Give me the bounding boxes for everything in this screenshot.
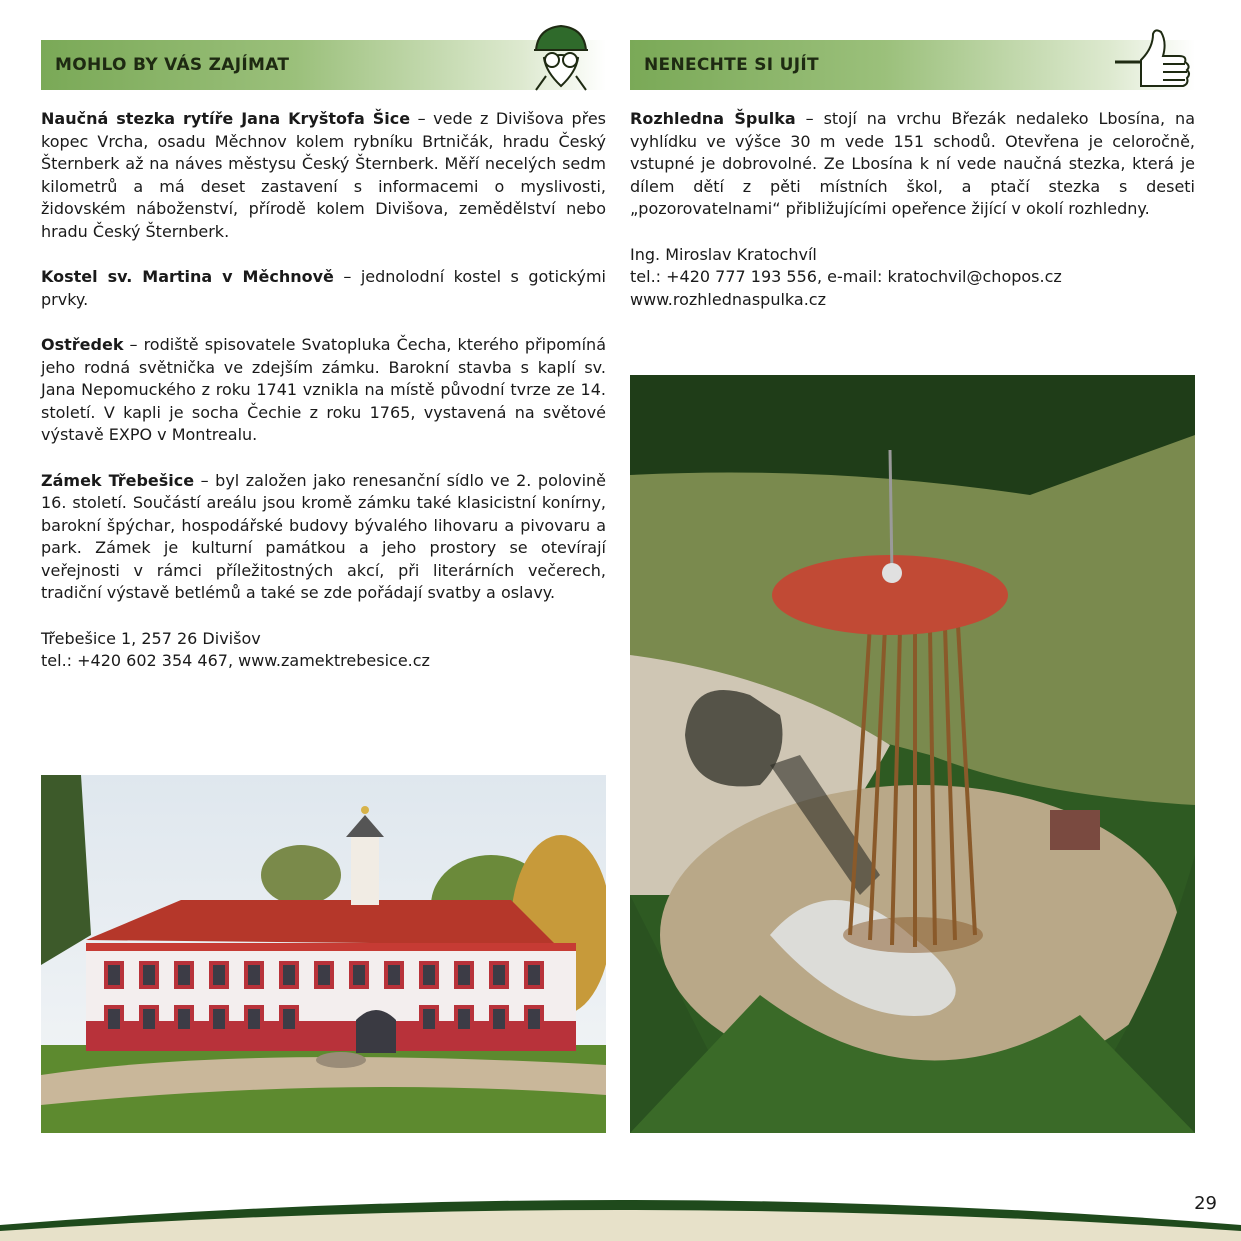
banner-title: MOHLO BY VÁS ZAJÍMAT [55, 55, 290, 75]
entry-naucna-stezka [41, 108, 606, 243]
section-banner-right [630, 40, 1195, 90]
entry-body: – vede z Divišova přes kopec Vrcha, osadu Měchnov kolem rybníku Brtničák, hradu Český Šternberk až na náves městysu Český Šternberk. Měří necelých sedm kilometrů a má deset zastavení s informacemi o myslivosti, židovském náboženství, přírodě kolem Divišova, zemědělství nebo hradu Český Šternberk. [41, 109, 606, 241]
entry-body: – byl založen jako renesanční sídlo ve 2. polovině 16. století. Součástí areálu jsou kromě zámku také klasicistní konírny, barokní špýchar, hospodářské budovy bývalého lihovaru a pivovaru a park. Zámek je kulturní památkou a jeho prostory se otevírají veřejnosti v rámci příležitostných akcí, při literárních večerech, tradiční výstavě betlémů a také se zde pořádají svatby a oslavy. [41, 470, 606, 602]
entry-zamek [41, 470, 606, 605]
contact-name: Ing. Miroslav Kratochvíl [630, 244, 817, 264]
contact-address: Třebešice 1, 257 26 Divišov [41, 628, 261, 648]
right-column [630, 40, 1195, 311]
contact-phone-email: tel.: +420 777 193 556, e-mail: kratochvil@chopos.cz [630, 267, 1062, 286]
section-banner-left [41, 40, 606, 90]
tower-photo [630, 375, 1195, 1133]
contact-block-left [41, 628, 606, 673]
contact-web: www.rozhlednaspulka.cz [630, 289, 826, 309]
banner-title: NENECHTE SI UJÍT [644, 55, 819, 75]
footer-arc [0, 1185, 1241, 1241]
entry-ostredek [41, 334, 606, 447]
entry-body: – rodiště spisovatele Svatopluka Čecha, kterého připomíná jeho rodná světnička ve zdejším zámku. Barokní stavba s kaplí sv. Jana Nepomuckého z roku 1741 vznikla na místě původní tvrze ze 14. století. V kapli je socha Čechie z roku 1765, vystavená na světové výstavě EXPO v Montrealu. [41, 335, 606, 444]
entry-body: – stojí na vrchu Březák nedaleko Lbosína, na vyhlídku ve výšce 30 m vede 151 schodů. Otevřena je celoročně, vstupné je dobrovolné. Ze Lbosína k ní vede naučná stezka, která je dílem dětí z pěti místních škol, a ptačí stezka s deseti „pozorovatelnami“ přibližujícími opeřence žijící v okolí rozhledny. [630, 109, 1195, 218]
contact-block-right [630, 244, 1195, 312]
binoculars-person-icon [516, 20, 606, 92]
entry-rozhledna [630, 108, 1195, 221]
right-text [630, 108, 1195, 311]
entry-title: Ostředek [41, 335, 124, 354]
left-column [41, 40, 606, 673]
entry-title: Naučná stezka rytíře Jana Kryštofa Šice [41, 109, 411, 128]
entry-title: Zámek Třebešice [41, 470, 195, 490]
entry-body: – jednolodní kostel s gotickými prvky. [41, 267, 607, 309]
left-text [41, 108, 606, 673]
entry-title: Rozhledna Špulka [630, 109, 796, 128]
contact-phone-web: tel.: +420 602 354 467, www.zamektrebesice.cz [41, 651, 430, 670]
page-number: 29 [1194, 1193, 1217, 1214]
entry-title: Kostel sv. Martina v Měchnově [41, 267, 334, 286]
entry-kostel [41, 266, 606, 311]
chateau-photo [41, 775, 606, 1133]
thumbs-up-icon [1105, 20, 1195, 92]
